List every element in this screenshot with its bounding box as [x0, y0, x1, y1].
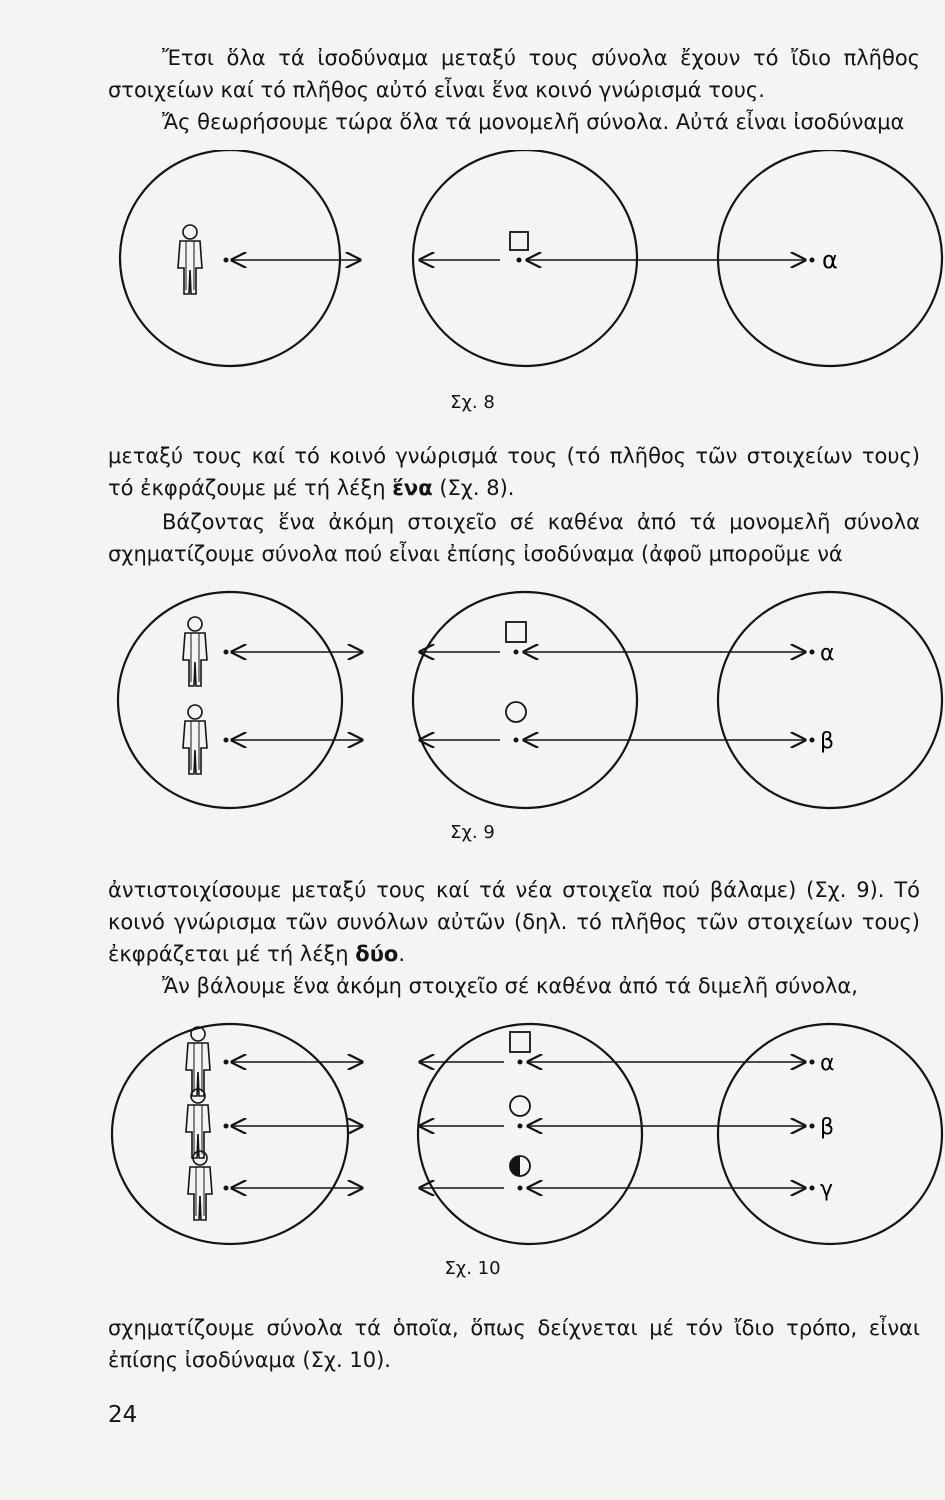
person-icon: [178, 225, 202, 294]
letter-gamma: γ: [820, 1177, 834, 1202]
letter-alpha: α: [822, 246, 838, 274]
circle-icon: [510, 1096, 530, 1116]
paragraph-3: μεταξύ τους καί τό κοινό γνώρισμά τους (τό πλῆθος τῶν στοιχείων τους) τό ἐκφράζουμε μέ τή λέξη ἕνα (Σχ. 8).: [108, 444, 920, 500]
figure-9: [0, 590, 945, 825]
person-icon: [186, 1089, 210, 1158]
paragraph-2: Ἄς θεωρήσουμε τώρα ὅλα τά μονομελῆ σύνολα. Αὐτά εἶναι ἰσοδύναμα: [162, 110, 905, 134]
letter-alpha: α: [820, 1051, 835, 1076]
person-icon: [186, 1027, 210, 1096]
figure-8-caption: Σχ. 8: [450, 392, 495, 413]
word-ena: ἕνα: [392, 476, 433, 500]
letter-alpha: α: [820, 641, 835, 666]
paragraph-7: σχηματίζουμε σύνολα τά ὁποῖα, ὅπως δείχνεται μέ τόν ἴδιο τρόπο, εἶναι ἐπίσης ἰσοδύναμα (Σχ. 10).: [108, 1316, 920, 1372]
figure-10-caption: Σχ. 10: [444, 1258, 501, 1279]
square-icon: [510, 1032, 530, 1052]
square-icon: [506, 622, 526, 642]
circle-icon: [506, 702, 526, 722]
letter-beta: β: [820, 729, 835, 754]
paragraph-6: Ἄν βάλουμε ἕνα ἀκόμη στοιχεῖο σέ καθένα ἀπό τά διμελῆ σύνολα,: [162, 974, 858, 998]
square-icon: [510, 232, 528, 250]
word-dyo: δύο: [355, 942, 399, 966]
person-icon: [183, 705, 207, 774]
page-number: 24: [108, 1402, 138, 1428]
figure-10: [0, 1022, 945, 1262]
person-icon: [183, 617, 207, 686]
paragraph-5: ἀντιστοιχίσουμε μεταξύ τους καί τά νέα στοιχεῖα πού βάλαμε) (Σχ. 9). Τό κοινό γνώρισμα τῶν συνόλων αὐτῶν (δηλ. τό πλῆθος τῶν στοιχείων τους) ἐκφράζεται μέ τή λέξη δύο.: [108, 878, 920, 966]
paragraph-4: Βάζοντας ἕνα ἀκόμη στοιχεῖο σέ καθένα ἀπό τά μονομελῆ σύνολα σχηματίζουμε σύνολα πού εἶναι ἐπίσης ἰσοδύναμα (ἀφοῦ μποροῦμε νά: [108, 510, 920, 566]
letter-beta: β: [820, 1115, 835, 1140]
figure-9-caption: Σχ. 9: [450, 822, 495, 843]
figure-8: [0, 150, 945, 410]
person-icon: [188, 1151, 212, 1220]
paragraph-1: Ἔτσι ὅλα τά ἰσοδύναμα μεταξύ τους σύνολα ἔχουν τό ἴδιο πλῆθος στοιχείων καί τό πλῆθος αὐτό εἶναι ἕνα κοινό γνώρισμά τους.: [108, 46, 920, 102]
